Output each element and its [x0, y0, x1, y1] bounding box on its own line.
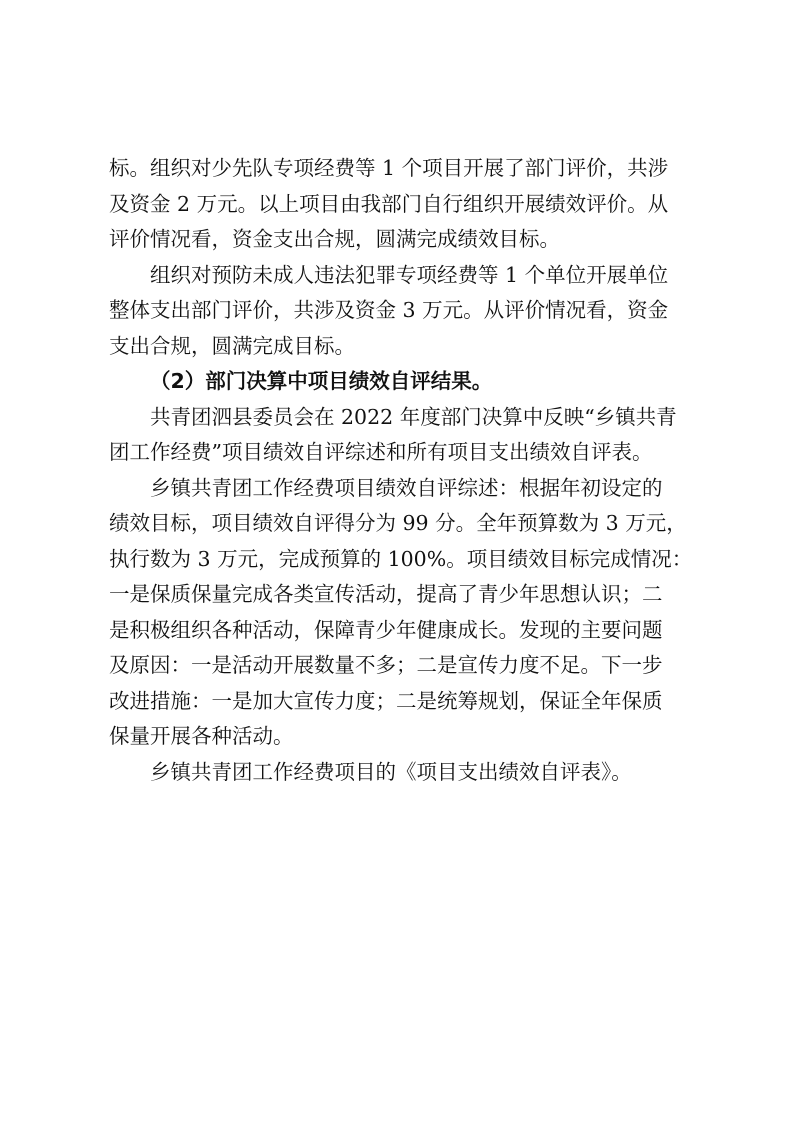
text-line: 及资金 2 万元。以上项目由我部门自行组织开展绩效评价。从 — [109, 191, 669, 216]
paragraph-3-line-1 — [109, 400, 699, 436]
paragraph-2-line-2 — [109, 293, 699, 329]
text-line: 执行数为 3 万元，完成预算的 100%。项目绩效目标完成情况： — [109, 546, 693, 571]
paragraph-4-line-1 — [109, 471, 699, 507]
paragraph-3-line-2 — [109, 435, 699, 471]
document-body — [109, 151, 699, 790]
paragraph-2-line-3 — [109, 329, 699, 365]
paragraph-2-line-1 — [109, 258, 699, 294]
heading-text: （2）部门决算中项目绩效自评结果。 — [150, 369, 493, 393]
paragraph-4-line-4 — [109, 577, 699, 613]
text-line: 整体支出部门评价，共涉及资金 3 万元。从评价情况看，资金 — [109, 298, 669, 322]
text-line: 乡镇共青团工作经费项目绩效自评综述：根据年初设定的 — [150, 475, 663, 500]
paragraph-1-line-3 — [109, 222, 699, 258]
text-line: 团工作经费”项目绩效自评综述和所有项目支出绩效自评表。 — [109, 440, 653, 464]
text-line: 共青团泗县委员会在 2022 年度部门决算中反映“乡镇共青 — [150, 404, 677, 429]
paragraph-5-line-1 — [109, 755, 699, 791]
text-line: 乡镇共青团工作经费项目的《项目支出绩效自评表》。 — [150, 759, 632, 784]
text-line: 一是保质保量完成各类宣传活动，提高了青少年思想认识；二 — [109, 582, 663, 606]
text-line: 改进措施：一是加大宣传力度；二是统筹规划，保证全年保质 — [109, 688, 663, 713]
paragraph-4-line-6 — [109, 648, 699, 684]
text-line: 是积极组织各种活动，保障青少年健康成长。发现的主要问题 — [109, 617, 663, 642]
paragraph-4-line-3 — [109, 542, 699, 578]
text-line: 支出合规，圆满完成目标。 — [109, 333, 355, 358]
text-line: 保量开展各种活动。 — [109, 724, 294, 748]
text-line: 绩效目标，项目绩效自评得分为 99 分。全年预算数为 3 万元， — [109, 511, 687, 535]
paragraph-1-line-1 — [109, 151, 699, 187]
text-line: 标。组织对少先队专项经费等 1 个项目开展了部门评价，共涉 — [109, 156, 669, 180]
section-heading — [109, 364, 699, 400]
text-line: 及原因：一是活动开展数量不多；二是宣传力度不足。下一步 — [109, 653, 663, 677]
paragraph-4-line-5 — [109, 613, 699, 649]
paragraph-4-line-8 — [109, 719, 699, 755]
paragraph-4-line-2 — [109, 506, 699, 542]
text-line: 组织对预防未成人违法犯罪专项经费等 1 个单位开展单位 — [150, 262, 669, 287]
paragraph-1-line-2 — [109, 187, 699, 223]
paragraph-4-line-7 — [109, 684, 699, 720]
text-line: 评价情况看，资金支出合规，圆满完成绩效目标。 — [109, 227, 560, 251]
